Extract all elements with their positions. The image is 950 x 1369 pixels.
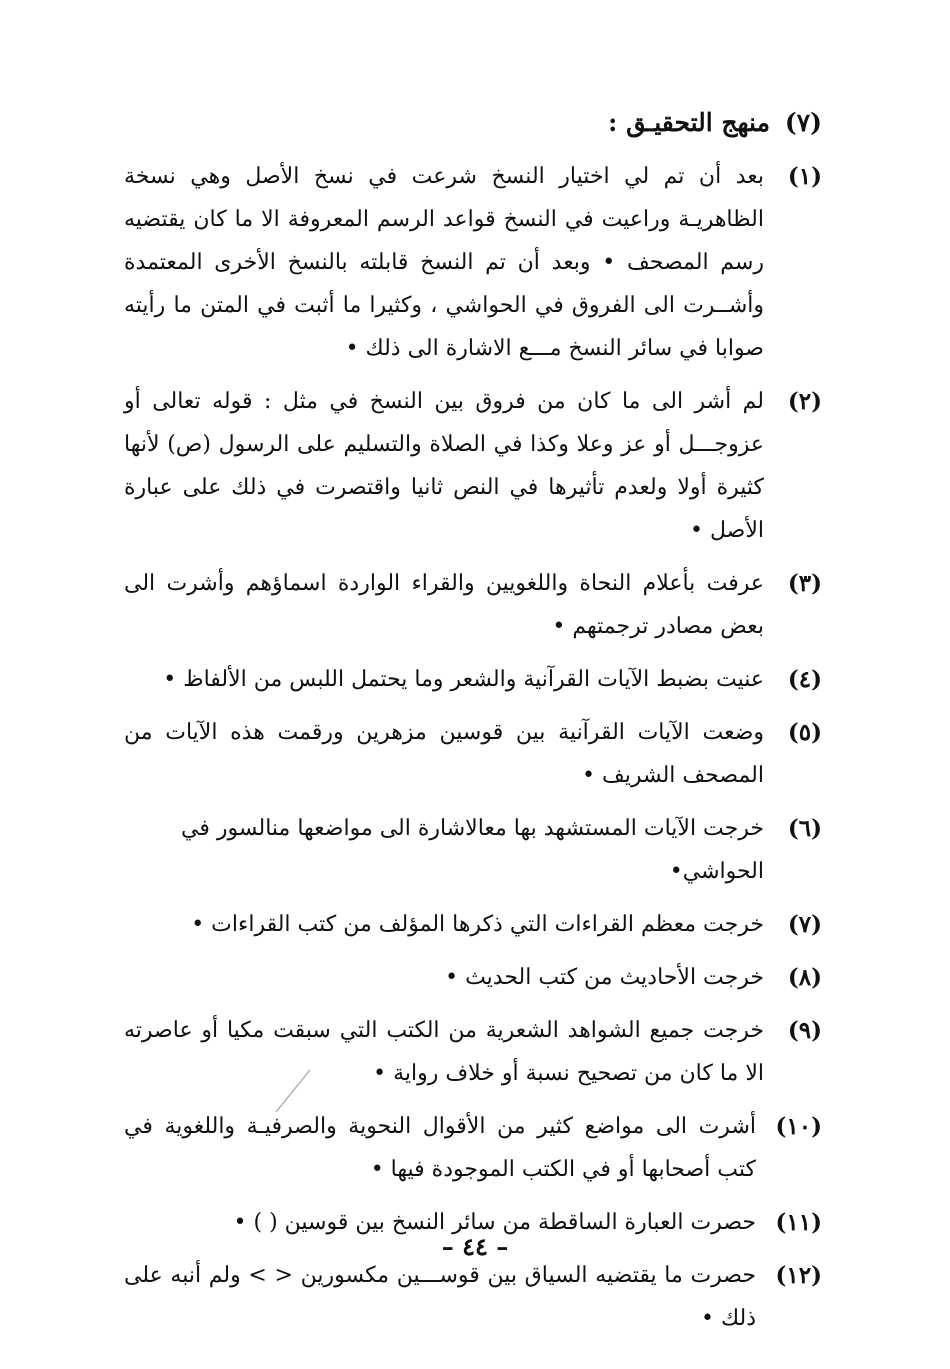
list-item	[124, 1105, 822, 1191]
page-number: – ٤٤ –	[441, 1232, 509, 1261]
item-text: عرفت بأعلام النحاة واللغويين والقراء الواردة اسماؤهم وأشرت الى بعض مصادر ترجمتهم •	[124, 571, 764, 639]
section-title: منهج التحقيـق :	[608, 108, 770, 137]
item-text: حصرت ما يقتضيه السياق بين قوســـين مكسورين < > ولم أنبه على ذلك •	[124, 1263, 756, 1331]
list-item	[124, 1009, 822, 1095]
list-item	[124, 1254, 822, 1340]
item-text: خرجت الآيات المستشهد بها معالاشارة الى مواضعها منالسور في الحواشي•	[181, 816, 764, 884]
item-number: (١٠)	[775, 1113, 822, 1140]
item-text: حصرت العبارة الساقطة من سائر النسخ بين قوسين ( ) •	[233, 1210, 756, 1235]
list-item	[124, 807, 822, 893]
pencil-mark	[272, 1068, 312, 1114]
item-number: (١١)	[775, 1209, 822, 1236]
item-text: خرجت جميع الشواهد الشعرية من الكتب التي سبقت مكيا أو عاصرته الا ما كان من تصحيح نسبة أو خلاف رواية •	[124, 1018, 764, 1086]
list-item	[124, 711, 822, 797]
methodology-list	[124, 155, 822, 1350]
section-number: (٧)	[784, 108, 822, 137]
item-number: (٨)	[787, 964, 822, 991]
item-number: (٧)	[787, 911, 822, 938]
item-text: بعد أن تم لي اختيار النسخ شرعت في نسخ الأصل وهي نسخة الظاهريـة وراعيت في النسخ قواعد الرسم المعروفة الا ما كان يقتضيه رسم المصحف • وبعد أن تم النسخ قابلته بالنسخ الأخرى المعتمدة وأشــرت الى الفروق في الحواشي ، وكثيرا ما أثبت في المتن ما رأيته صوابا في سائر النسخ مـــع الاشارة الى ذلك •	[124, 164, 765, 361]
item-number: (١٢)	[775, 1262, 822, 1289]
item-text: عنيت بضبط الآيات القرآنية والشعر وما يحتمل اللبس من الألفاظ •	[163, 667, 764, 692]
section-heading	[608, 108, 822, 137]
list-item	[124, 155, 822, 370]
item-text: خرجت الأحاديث من كتب الحديث •	[445, 965, 764, 990]
list-item	[124, 903, 822, 946]
item-number: (٤)	[787, 666, 822, 693]
item-text: أشرت الى مواضع كثير من الأقوال النحوية والصرفيـة واللغوية في كتب أصحابها أو في الكتب الموجودة فيها •	[124, 1114, 756, 1182]
item-number: (٦)	[787, 815, 822, 842]
item-text: خرجت معظم القراءات التي ذكرها المؤلف من كتب القراءات •	[191, 912, 764, 937]
item-number: (٢)	[787, 388, 822, 415]
list-item	[124, 562, 822, 648]
item-text: لم أشر الى ما كان من فروق بين النسخ في مثل : قوله تعالى أو عزوجـــل أو عز وعلا وكذا في الصلاة والتسليم على الرسول (ص) لأنها كثيرة أولا ولعدم تأثيرها في النص ثانيا واقتصرت في ذلك على عبارة الأصل •	[124, 389, 764, 543]
item-number: (٣)	[787, 570, 822, 597]
item-number: (١)	[787, 163, 822, 190]
item-number: (٥)	[787, 719, 822, 746]
list-item	[124, 658, 822, 701]
item-number: (٩)	[787, 1017, 822, 1044]
list-item	[124, 956, 822, 999]
list-item	[124, 380, 822, 552]
item-text: وضعت الآيات القرآنية بين قوسين مزهرين ورقمت هذه الآيات من المصحف الشريف •	[124, 720, 764, 788]
